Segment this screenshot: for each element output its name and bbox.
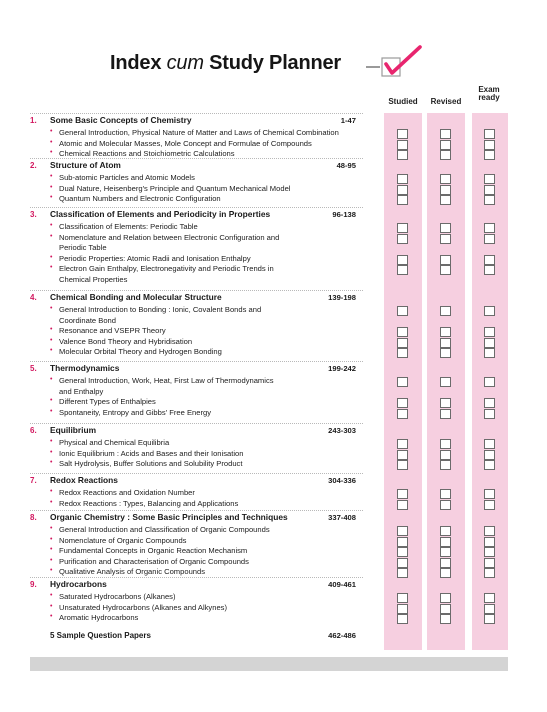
revised-checkbox[interactable]	[440, 377, 451, 387]
studied-checkbox[interactable]	[397, 255, 408, 265]
chapter-pages: 243-303	[328, 426, 356, 435]
studied-checkbox[interactable]	[397, 450, 408, 460]
chapter-number: 3.	[30, 210, 37, 219]
topic-text: Qualitative Analysis of Organic Compounds	[59, 567, 206, 576]
studied-checkbox[interactable]	[397, 593, 408, 603]
studied-checkbox[interactable]	[397, 265, 408, 275]
title-dash	[366, 66, 380, 68]
exam-ready-checkbox[interactable]	[484, 255, 495, 265]
column-header-exam-ready: Exam ready	[478, 85, 500, 102]
studied-checkbox[interactable]	[397, 500, 408, 510]
chapter-divider	[30, 290, 363, 291]
studied-checkbox[interactable]	[397, 614, 408, 624]
chapter-title: Chemical Bonding and Molecular Structure	[50, 292, 222, 302]
topic-text: Atomic and Molecular Masses, Mole Concept and Formulae of Compounds	[59, 138, 312, 148]
revised-checkbox[interactable]	[440, 450, 451, 460]
topic-bullet: •	[50, 347, 53, 354]
topic-bullet: •	[50, 407, 53, 415]
column-header-revised: Revised	[430, 97, 462, 106]
topic-text: Nomenclature and Relation between Electronic Configuration and	[59, 232, 280, 242]
topic-bullet: •	[50, 128, 53, 135]
exam-ready-checkbox[interactable]	[484, 306, 495, 316]
topic-text: Valence Bond Theory and Hybridisation	[59, 336, 193, 346]
chapter-divider	[30, 158, 363, 159]
exam-ready-checkbox[interactable]	[484, 327, 495, 337]
topic-text: Redox Reactions and Oxidation Number	[59, 488, 195, 497]
chapter-pages: 199-242	[328, 364, 356, 373]
chapter-pages: 48-95	[336, 161, 356, 170]
revised-checkbox[interactable]	[440, 348, 451, 358]
topic-text: and Enthalpy	[59, 386, 104, 396]
revised-checkbox[interactable]	[440, 489, 451, 499]
topic-bullet: •	[50, 459, 53, 466]
revised-checkbox[interactable]	[440, 460, 451, 470]
exam-ready-checkbox[interactable]	[484, 604, 495, 614]
exam-ready-checkbox[interactable]	[484, 265, 495, 275]
exam-ready-checkbox[interactable]	[484, 439, 495, 449]
exam-ready-checkbox[interactable]	[484, 568, 495, 578]
topic-text: Fundamental Concepts in Organic Reaction Mechanism	[59, 546, 248, 555]
chapter-number: 9.	[30, 580, 37, 589]
studied-checkbox[interactable]	[397, 439, 408, 449]
studied-checkbox[interactable]	[397, 306, 408, 316]
exam-ready-checkbox[interactable]	[484, 195, 495, 205]
revised-checkbox[interactable]	[440, 140, 451, 150]
revised-checkbox[interactable]	[440, 568, 451, 578]
studied-checkbox[interactable]	[397, 377, 408, 387]
revised-checkbox[interactable]	[440, 537, 451, 547]
chapter-title: Thermodynamics	[50, 363, 120, 373]
topic-bullet: •	[50, 253, 53, 261]
exam-ready-checkbox[interactable]	[484, 558, 495, 568]
chapter-number: 1.	[30, 116, 37, 125]
studied-checkbox[interactable]	[397, 558, 408, 568]
revised-checkbox[interactable]	[440, 547, 451, 557]
column-header-studied: Studied	[388, 97, 418, 106]
studied-checkbox[interactable]	[397, 185, 408, 195]
chapter-pages: 409-461	[328, 580, 356, 589]
exam-ready-checkbox[interactable]	[484, 460, 495, 470]
topic-text: Redox Reactions : Types, Balancing and Applications	[59, 498, 239, 508]
chapter-title: Redox Reactions	[50, 475, 118, 485]
topic-text: Chemical Properties	[59, 274, 128, 284]
exam-ready-checkbox[interactable]	[484, 614, 495, 624]
exam-ready-checkbox[interactable]	[484, 377, 495, 387]
page-title: Index cum Study Planner	[110, 52, 342, 74]
topic-bullet: •	[50, 556, 53, 564]
topic-bullet: •	[50, 194, 53, 201]
topic-text: Salt Hydrolysis, Buffer Solutions and Solubility Product	[59, 459, 243, 468]
studied-checkbox[interactable]	[397, 604, 408, 614]
chapter-title: Hydrocarbons	[50, 579, 107, 589]
revised-checkbox[interactable]	[440, 150, 451, 160]
studied-checkbox[interactable]	[397, 348, 408, 358]
exam-ready-checkbox[interactable]	[484, 338, 495, 348]
revised-checkbox[interactable]	[440, 327, 451, 337]
topic-text: Spontaneity, Entropy and Gibbs' Free Energy	[59, 407, 212, 417]
chapter-pages: 337-408	[328, 513, 356, 522]
topic-text: General Introduction and Classification of Organic Compounds	[59, 525, 270, 534]
revised-checkbox[interactable]	[440, 223, 451, 233]
chapter-pages: 139-198	[328, 293, 356, 302]
revised-checkbox[interactable]	[440, 500, 451, 510]
topic-bullet: •	[50, 222, 53, 229]
topic-bullet: •	[50, 149, 53, 156]
studied-checkbox[interactable]	[397, 398, 408, 408]
studied-checkbox[interactable]	[397, 409, 408, 419]
topic-bullet: •	[50, 438, 53, 445]
revised-checkbox[interactable]	[440, 265, 451, 275]
exam-ready-checkbox[interactable]	[484, 234, 495, 244]
exam-ready-checkbox[interactable]	[484, 593, 495, 603]
studied-checkbox[interactable]	[397, 460, 408, 470]
revised-checkbox[interactable]	[440, 185, 451, 195]
topic-bullet: •	[50, 336, 53, 344]
topic-bullet: •	[50, 488, 53, 495]
chapter-pages: 1-47	[340, 116, 356, 125]
exam-ready-checkbox[interactable]	[484, 537, 495, 547]
chapter-title: Organic Chemistry : Some Basic Principles and Techniques	[50, 512, 288, 522]
chapter-divider	[30, 473, 363, 474]
exam-ready-checkbox[interactable]	[484, 348, 495, 358]
chapter-divider	[30, 423, 363, 424]
revised-checkbox[interactable]	[440, 234, 451, 244]
revised-checkbox[interactable]	[440, 174, 451, 184]
exam-ready-checkbox[interactable]	[484, 174, 495, 184]
revised-checkbox[interactable]	[440, 558, 451, 568]
topic-bullet: •	[50, 305, 53, 312]
studied-checkbox[interactable]	[397, 150, 408, 160]
exam-ready-checkbox[interactable]	[484, 140, 495, 150]
studied-checkbox[interactable]	[397, 568, 408, 578]
topic-text: Different Types of Enthalpies	[59, 397, 156, 406]
revised-checkbox[interactable]	[440, 306, 451, 316]
topic-text: Aromatic Hydrocarbons	[59, 613, 139, 622]
chapter-divider	[30, 113, 363, 114]
exam-ready-checkbox[interactable]	[484, 129, 495, 139]
studied-checkbox[interactable]	[397, 489, 408, 499]
topic-text: General Introduction to Bonding : Ionic, Covalent Bonds and	[59, 305, 262, 314]
chapter-divider	[30, 361, 363, 362]
checkmark-icon	[380, 44, 424, 80]
exam-ready-checkbox[interactable]	[484, 489, 495, 499]
topic-bullet: •	[50, 602, 53, 610]
chapter-number: 2.	[30, 161, 37, 170]
topic-bullet: •	[50, 138, 53, 146]
studied-checkbox[interactable]	[397, 338, 408, 348]
chapter-title: Some Basic Concepts of Chemistry	[50, 115, 192, 125]
topic-text: General Introduction, Physical Nature of Matter and Laws of Chemical Combination	[59, 128, 339, 137]
topic-text: Unsaturated Hydrocarbons (Alkanes and Alkynes)	[59, 602, 227, 612]
topic-bullet: •	[50, 397, 53, 404]
revised-checkbox[interactable]	[440, 526, 451, 536]
chapter-divider	[30, 207, 363, 208]
revised-checkbox[interactable]	[440, 338, 451, 348]
exam-ready-checkbox[interactable]	[484, 409, 495, 419]
topic-text: Coordinate Bond	[59, 315, 116, 325]
studied-checkbox[interactable]	[397, 223, 408, 233]
topic-text: Quantum Numbers and Electronic Configuration	[59, 194, 221, 203]
topic-bullet: •	[50, 567, 53, 574]
chapter-divider	[30, 510, 363, 511]
topic-text: General Introduction, Work, Heat, First Law of Thermodynamics	[59, 376, 274, 385]
topic-text: Molecular Orbital Theory and Hydrogen Bonding	[59, 347, 222, 356]
sample-papers-pages: 462-486	[328, 631, 356, 640]
exam-ready-checkbox[interactable]	[484, 500, 495, 510]
topic-bullet: •	[50, 173, 53, 180]
topic-bullet: •	[50, 232, 53, 240]
footer-bar	[30, 657, 508, 671]
chapter-pages: 96-138	[332, 210, 356, 219]
exam-ready-checkbox[interactable]	[484, 547, 495, 557]
exam-ready-checkbox[interactable]	[484, 450, 495, 460]
chapter-divider	[30, 577, 363, 578]
chapter-pages: 304-336	[328, 476, 356, 485]
topic-bullet: •	[50, 525, 53, 532]
topic-bullet: •	[50, 448, 53, 456]
studied-checkbox[interactable]	[397, 140, 408, 150]
studied-checkbox[interactable]	[397, 195, 408, 205]
topic-bullet: •	[50, 264, 53, 271]
topic-bullet: •	[50, 613, 53, 620]
sample-papers-label: 5 Sample Question Papers	[50, 631, 151, 640]
topic-text: Classification of Elements: Periodic Table	[59, 222, 198, 231]
revised-checkbox[interactable]	[440, 593, 451, 603]
chapter-number: 6.	[30, 426, 37, 435]
exam-ready-checkbox[interactable]	[484, 185, 495, 195]
topic-text: Saturated Hydrocarbons (Alkanes)	[59, 592, 176, 601]
studied-checkbox[interactable]	[397, 234, 408, 244]
topic-bullet: •	[50, 498, 53, 506]
topic-text: Physical and Chemical Equilibria	[59, 438, 170, 447]
topic-text: Periodic Properties: Atomic Radii and Ionisation Enthalpy	[59, 253, 251, 263]
chapter-number: 7.	[30, 476, 37, 485]
topic-text: Periodic Table	[59, 243, 107, 252]
topic-bullet: •	[50, 546, 53, 553]
revised-checkbox[interactable]	[440, 409, 451, 419]
topic-bullet: •	[50, 376, 53, 383]
exam-ready-checkbox[interactable]	[484, 398, 495, 408]
revised-checkbox[interactable]	[440, 255, 451, 265]
studied-checkbox[interactable]	[397, 526, 408, 536]
revised-checkbox[interactable]	[440, 604, 451, 614]
topic-text: Chemical Reactions and Stoichiometric Calculations	[59, 149, 235, 158]
topic-text: Electron Gain Enthalpy, Electronegativity and Periodic Trends in	[59, 264, 274, 273]
revised-checkbox[interactable]	[440, 195, 451, 205]
chapter-title: Classification of Elements and Periodicity in Properties	[50, 209, 271, 219]
chapter-title: Structure of Atom	[50, 160, 121, 170]
studied-checkbox[interactable]	[397, 547, 408, 557]
topic-text: Resonance and VSEPR Theory	[59, 326, 166, 335]
chapter-title: Equilibrium	[50, 425, 97, 435]
studied-checkbox[interactable]	[397, 537, 408, 547]
exam-ready-checkbox[interactable]	[484, 223, 495, 233]
topic-text: Ionic Equilibrium : Acids and Bases and their Ionisation	[59, 448, 244, 458]
topic-bullet: •	[50, 326, 53, 333]
chapter-number: 4.	[30, 293, 37, 302]
studied-checkbox[interactable]	[397, 174, 408, 184]
chapter-number: 8.	[30, 513, 37, 522]
revised-checkbox[interactable]	[440, 398, 451, 408]
studied-checkbox[interactable]	[397, 327, 408, 337]
topic-bullet: •	[50, 183, 53, 191]
topic-text: Dual Nature, Heisenberg's Principle and Quantum Mechanical Model	[59, 183, 291, 193]
revised-checkbox[interactable]	[440, 614, 451, 624]
chapter-number: 5.	[30, 364, 37, 373]
revised-checkbox[interactable]	[440, 129, 451, 139]
topic-bullet: •	[50, 535, 53, 543]
studied-checkbox[interactable]	[397, 129, 408, 139]
topic-text: Sub-atomic Particles and Atomic Models	[59, 173, 195, 182]
exam-ready-checkbox[interactable]	[484, 150, 495, 160]
topic-text: Purification and Characterisation of Organic Compounds	[59, 556, 249, 566]
topic-bullet: •	[50, 592, 53, 599]
topic-text: Nomenclature of Organic Compounds	[59, 535, 187, 545]
revised-checkbox[interactable]	[440, 439, 451, 449]
exam-ready-checkbox[interactable]	[484, 526, 495, 536]
